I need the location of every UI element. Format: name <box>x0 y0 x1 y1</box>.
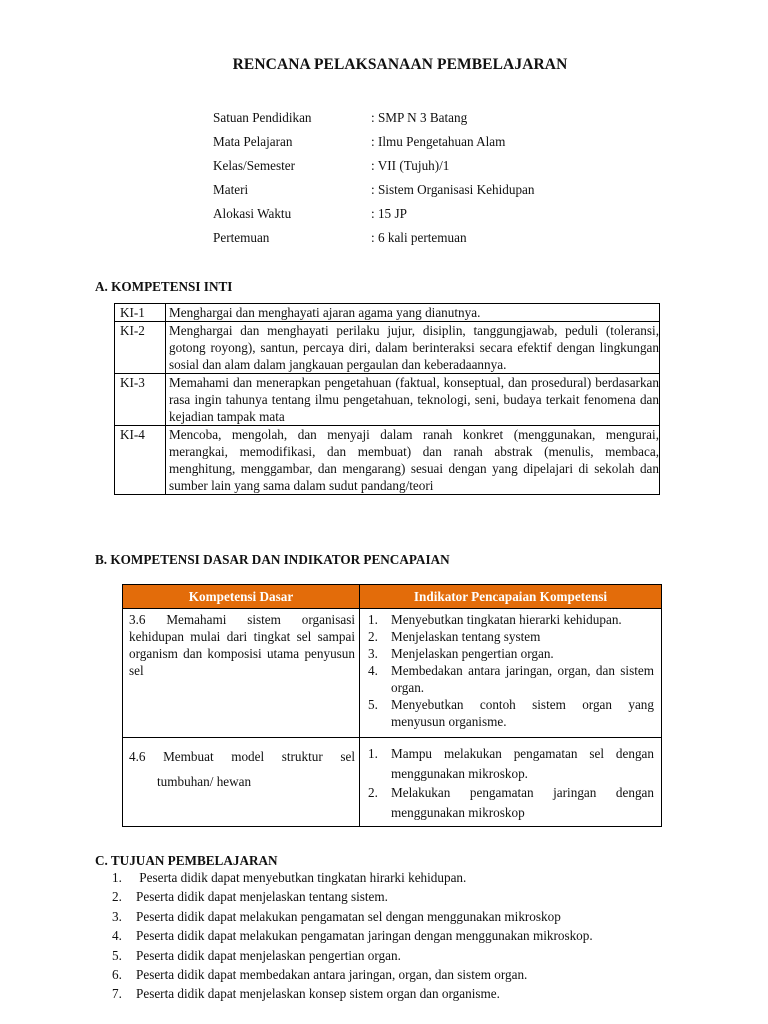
info-value: : Ilmu Pengetahuan Alam <box>371 134 506 149</box>
list-number: 3. <box>112 908 122 924</box>
info-label: Mata Pelajaran <box>213 134 293 149</box>
ki-description: Memahami dan menerapkan pengetahuan (faktual, konseptual, dan prosedural) berdasarkan rasa ingin tahunya tentang ilmu pengetahuan, teknologi, seni, budaya terkait fenomena dan kejadian tampak mata <box>166 374 660 426</box>
list-text: Peserta didik dapat menjelaskan tentang sistem. <box>136 889 388 905</box>
list-item <box>112 889 593 908</box>
table-row <box>115 322 660 374</box>
info-value: : 15 JP <box>371 206 407 221</box>
list-number: 4. <box>112 928 122 944</box>
list-item <box>112 909 593 928</box>
list-item <box>112 948 593 967</box>
list-item <box>112 986 593 1005</box>
list-text: Peserta didik dapat membedakan antara jaringan, organ, dan sistem organ. <box>136 966 528 982</box>
heading-tujuan: C. TUJUAN PEMBELAJARAN <box>95 853 278 868</box>
list-item <box>112 967 593 986</box>
heading-kompetensi-inti: A. KOMPETENSI INTI <box>95 279 233 294</box>
list-number: 2. <box>112 889 122 905</box>
list-text: Membedakan antara jaringan, organ, dan sistem organ. <box>391 663 654 695</box>
list-number: 5. <box>112 947 122 963</box>
info-value: : 6 kali pertemuan <box>371 230 467 245</box>
list-number: 2. <box>368 629 378 644</box>
kd-text <box>124 739 358 794</box>
ki-description: Menghargai dan menghayati perilaku jujur, disiplin, tanggungjawab, peduli (toleransi, gotong royong), santun, percaya diri, dalam berinteraksi secara efektif dengan lingkungan sosial dan alam dalam jangkauan pergaulan dan keberadaannya. <box>166 322 660 374</box>
table-row <box>123 738 662 827</box>
table-row <box>123 609 662 738</box>
list-number: 2. <box>368 785 378 800</box>
list-text: Peserta didik dapat menyebutkan tingkatan hirarki kehidupan. <box>136 870 467 885</box>
list-text: Peserta didik dapat melakukan pengamatan sel dengan menggunakan mikroskop <box>136 908 561 924</box>
table-row <box>115 426 660 495</box>
list-number: 1. <box>368 746 378 761</box>
indicator-cell <box>360 738 662 827</box>
kompetensi-dasar-table <box>122 584 662 827</box>
ki-code: KI-1 <box>115 304 166 322</box>
column-header-indikator: Indikator Pencapaian Kompetensi <box>360 585 662 609</box>
info-row-materi <box>213 182 535 206</box>
list-text: Menjelaskan tentang system <box>391 629 541 644</box>
list-text: Peserta didik dapat menjelaskan konsep sistem organ dan organisme. <box>136 986 500 1002</box>
info-row-satuan <box>213 110 535 134</box>
list-number: 1. <box>368 612 378 627</box>
list-number: 1. <box>112 870 122 885</box>
list-item <box>368 645 660 662</box>
list-text: Menjelaskan pengertian organ. <box>391 646 554 661</box>
info-row-pertemuan <box>213 230 535 254</box>
table-row <box>115 374 660 426</box>
identity-block <box>213 110 535 254</box>
column-header-kd: Kompetensi Dasar <box>123 585 360 609</box>
list-item <box>368 628 660 645</box>
kd-line: tumbuhan/ hewan <box>157 774 252 789</box>
list-text: Melakukan pengamatan jaringan dengan menggunakan mikroskop <box>391 785 654 820</box>
list-item <box>112 870 593 889</box>
ki-code: KI-4 <box>115 426 166 495</box>
info-value: : Sistem Organisasi Kehidupan <box>371 182 535 197</box>
heading-kompetensi-dasar: B. KOMPETENSI DASAR DAN INDIKATOR PENCAPAIAN <box>95 552 450 567</box>
table-header-row <box>123 585 662 609</box>
kompetensi-inti-table <box>114 303 660 495</box>
kd-cell <box>123 738 360 827</box>
list-text: Menyebutkan contoh sistem organ yang menyusun organisme. <box>391 697 654 729</box>
list-number: 3. <box>368 646 378 661</box>
list-item <box>112 928 593 947</box>
ki-code: KI-2 <box>115 322 166 374</box>
list-text: Mampu melakukan pengamatan sel dengan menggunakan mikroskop. <box>391 746 654 781</box>
list-item <box>368 611 660 628</box>
list-text: Peserta didik dapat melakukan pengamatan jaringan dengan menggunakan mikroskop. <box>136 928 593 944</box>
list-text: Menyebutkan tingkatan hierarki kehidupan. <box>391 612 622 627</box>
kd-line: 4.6 Membuat model struktur sel <box>129 749 355 764</box>
list-item <box>368 744 660 783</box>
list-number: 5. <box>368 697 378 712</box>
indicator-list <box>361 610 660 730</box>
kd-text: 3.6 Memahami sistem organisasi kehidupan mulai dari tingkat sel sampai organism dan komposisi utama penyusun sel <box>129 612 355 678</box>
info-value: : SMP N 3 Batang <box>371 110 468 125</box>
indicator-cell <box>360 609 662 738</box>
info-label: Alokasi Waktu <box>213 206 292 221</box>
table-row <box>115 304 660 322</box>
ki-code: KI-3 <box>115 374 166 426</box>
document-title: RENCANA PELAKSANAAN PEMBELAJARAN <box>232 56 568 73</box>
info-row-kelas <box>213 158 535 182</box>
list-number: 6. <box>112 966 122 982</box>
list-number: 7. <box>112 986 122 1002</box>
info-value: : VII (Tujuh)/1 <box>371 158 450 173</box>
list-text: Peserta didik dapat menjelaskan pengertian organ. <box>136 947 401 963</box>
info-label: Kelas/Semester <box>213 158 296 173</box>
info-label: Pertemuan <box>213 230 270 245</box>
list-item <box>368 662 660 696</box>
indicator-list <box>361 739 660 822</box>
info-label: Materi <box>213 182 249 197</box>
list-item <box>368 696 660 730</box>
ki-description: Mencoba, mengolah, dan menyaji dalam ranah konkret (menggunakan, mengurai, merangkai, memodifikasi, dan membuat) dan ranah abstrak (menulis, membaca, menghitung, menggambar, dan mengarang) sesuai dengan yang dipelajari di sekolah dan sumber lain yang sama dalam sudut pandang/teori <box>166 426 660 495</box>
ki-description: Menghargai dan menghayati ajaran agama yang dianutnya. <box>166 304 660 322</box>
list-number: 4. <box>368 663 378 678</box>
info-row-alokasi <box>213 206 535 230</box>
list-item <box>368 783 660 822</box>
info-row-mapel <box>213 134 535 158</box>
info-label: Satuan Pendidikan <box>213 110 312 125</box>
tujuan-list <box>112 870 593 1006</box>
kd-cell <box>123 609 360 738</box>
